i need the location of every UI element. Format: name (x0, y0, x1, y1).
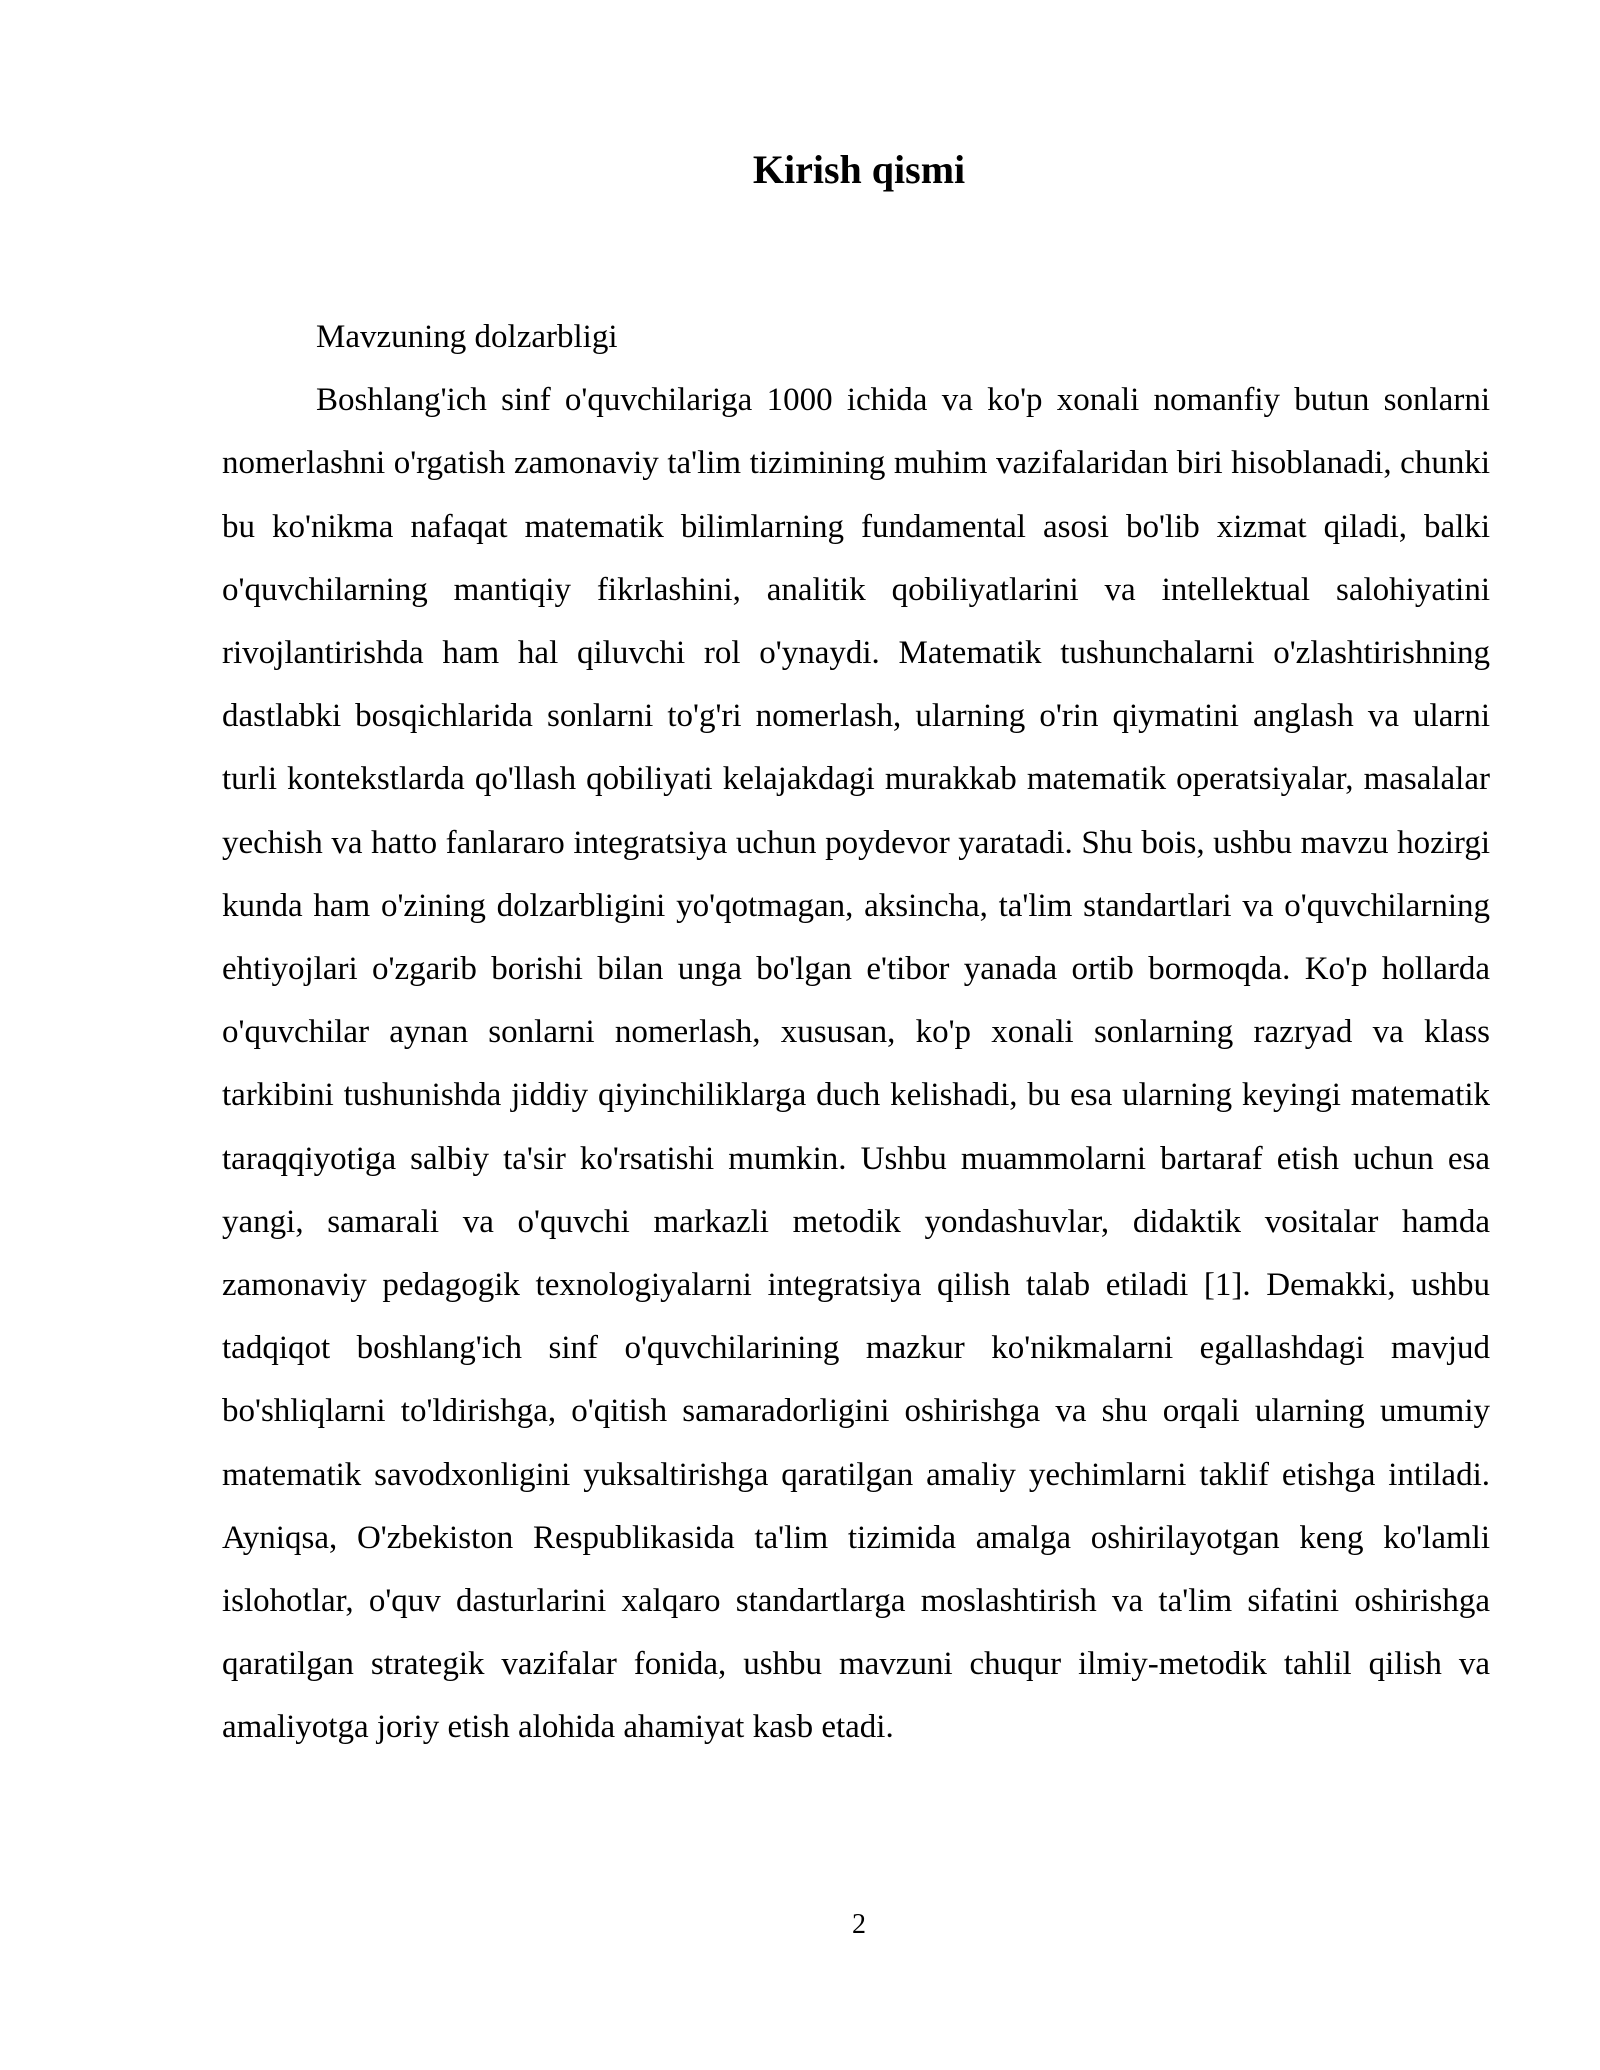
section-subheading: Mavzuning dolzarbligi (316, 319, 618, 355)
page-title: Kirish qismi (752, 147, 966, 192)
page-number: 2 (852, 1909, 866, 1940)
body-paragraph: Boshlang'ich sinf o'quvchilariga 1000 ichida va ko'p xonali nomanfiy butun sonlarni nomerlashni o'rgatish zamonaviy ta'lim tizimining muhim vazifalaridan biri hisoblanadi, chunki bu ko'nikma nafaqat matematik bilimlarning fundamental asosi bo'lib xizmat qiladi, balki o'quvchilarning mantiqiy fikrlashini, analitik qobiliyatlarini va intellektual salohiyatini rivojlantirishda ham hal qiluvchi rol o'ynaydi. Matematik tushunchalarni o'zlashtirishning dastlabki bosqichlarida sonlarni to'g'ri nomerlash, ularning o'rin qiymatini anglash va ularni turli kontekstlarda qo'llash qobiliyati kelajakdagi murakkab matematik operatsiyalar, masalalar yechish va hatto fanlararo integratsiya uchun poydevor yaratadi. Shu bois, ushbu mavzu hozirgi kunda ham o'zining dolzarbligini yo'qotmagan, aksincha, ta'lim standartlari va o'quvchilarning ehtiyojlari o'zgarib borishi bilan unga bo'lgan e'tibor yanada ortib bormoqda. Ko'p hollarda o'quvchilar aynan sonlarni nomerlash, xususan, ko'p xonali sonlarning razryad va klass tarkibini tushunishda jiddiy qiyinchiliklarga duch kelishadi, bu esa ularning keyingi matematik taraqqiyotiga salbiy ta'sir ko'rsatishi mumkin. Ushbu muammolarni bartaraf etish uchun esa yangi, samarali va o'quvchi markazli metodik yondashuvlar, didaktik vositalar hamda zamonaviy pedagogik texnologiyalarni integratsiya qilish talab etiladi [1]. Demakki, ushbu tadqiqot boshlang'ich sinf o'quvchilarining mazkur ko'nikmalarni egallashdagi mavjud bo'shliqlarni to'ldirishga, o'qitish samaradorligini oshirishga va shu orqali ularning umumiy matematik savodxonligini yuksaltirishga qaratilgan amaliy yechimlarni taklif etishga intiladi. Ayniqsa, O'zbekiston Respublikasida ta'lim tizimida amalga oshirilayotgan keng ko'lamli islohotlar, o'quv dasturlarini xalqaro standartlarga moslashtirish va ta'lim sifatini oshirishga qaratilgan strategik vazifalar fonida, ushbu mavzuni chuqur ilmiy-metodik tahlil qilish va amaliyotga joriy etish alohida ahamiyat kasb etadi. (222, 382, 1490, 1746)
document-body (222, 306, 1490, 1760)
